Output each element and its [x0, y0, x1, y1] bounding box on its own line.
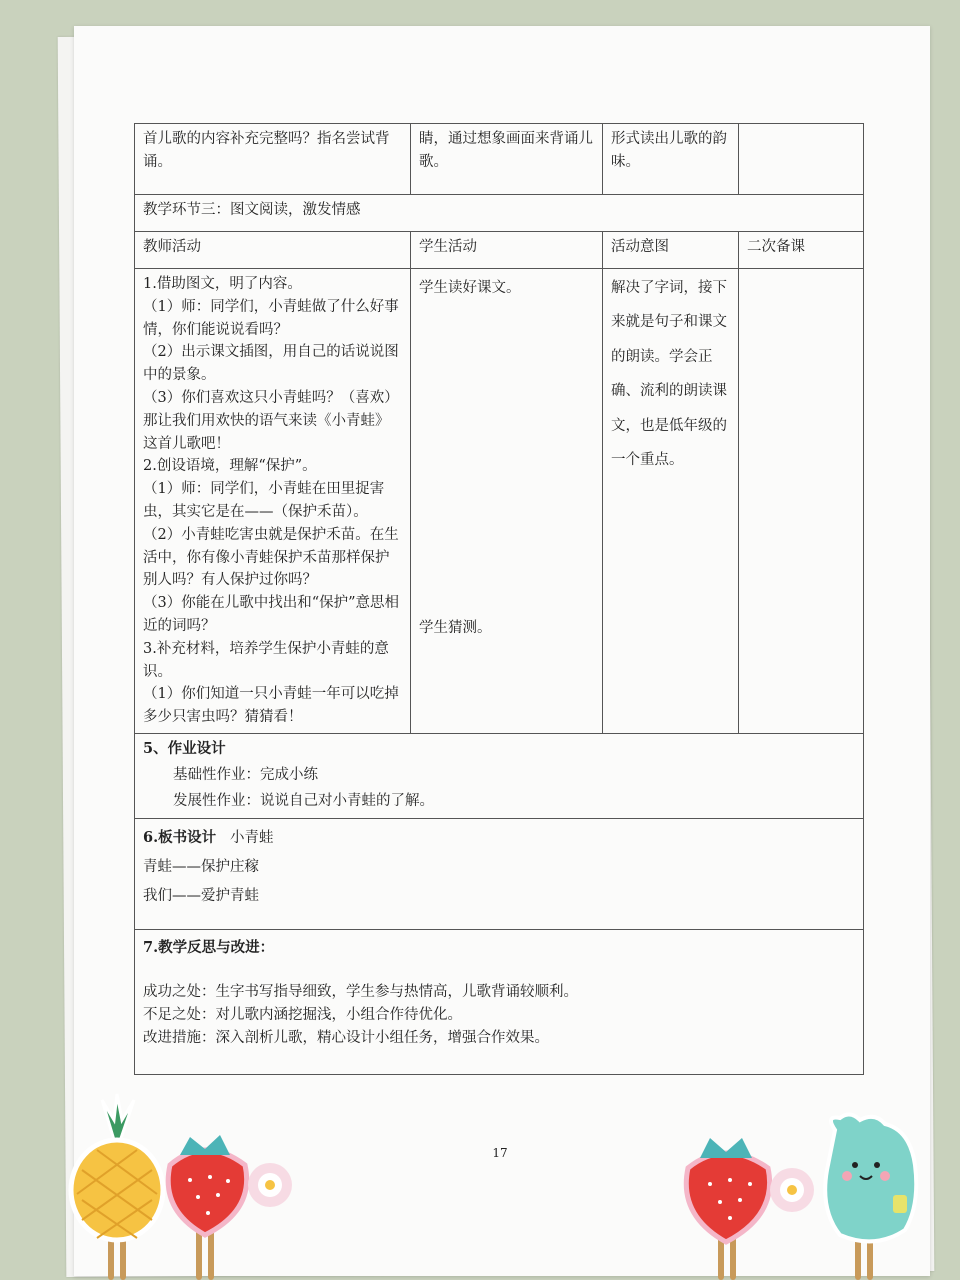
- reflection-shortfall: 不足之处：对儿歌内涵挖掘浅，小组合作待优化。: [143, 1006, 462, 1023]
- activity-intent-cell: [603, 124, 739, 195]
- cell-text: 首儿歌的内容补充完整吗？指名尝试背诵。: [143, 131, 390, 170]
- board-design-title: 6.板书设计: [143, 828, 217, 846]
- strawberry-clip-icon: [680, 1120, 820, 1280]
- table-row: [135, 124, 864, 195]
- lesson-plan-table: [134, 123, 864, 1075]
- board-line-1: 青蛙——保护庄稼: [143, 858, 259, 875]
- table-row: [135, 269, 864, 734]
- pineapple-clip-icon: [62, 1090, 172, 1280]
- board-design-subtitle: 小青蛙: [229, 829, 274, 846]
- reflection-row: [135, 929, 864, 1074]
- student-activity-guess: 学生猜测。: [419, 620, 492, 636]
- activity-intent-cell: 解决了字词，接下来就是句子和课文的朗读。学会正确、流利的朗读课文，也是低年级的一个重点。: [603, 269, 739, 734]
- second-prep-cell: [739, 269, 864, 734]
- header-second-prep: 二次备课: [739, 232, 864, 269]
- homework-title: 5、作业设计: [143, 739, 226, 757]
- homework-basic: 基础性作业：完成小练: [173, 766, 318, 783]
- reflection-success: 成功之处：生字书写指导细致，学生参与热情高，儿歌背诵较顺利。: [143, 983, 578, 1000]
- dinosaur-clip-icon: [815, 1110, 925, 1280]
- reflection-cell: [135, 929, 864, 1074]
- strawberry-clip-icon: [160, 1115, 300, 1280]
- homework-row: [135, 733, 864, 818]
- second-prep-cell: [739, 124, 864, 195]
- reflection-title: 7.教学反思与改进：: [143, 938, 275, 956]
- header-teacher-activity: 教师活动: [135, 232, 411, 269]
- board-line-2: 我们——爱护青蛙: [143, 887, 259, 904]
- header-activity-intent: 活动意图: [603, 232, 739, 269]
- student-activity-cell: [411, 269, 603, 734]
- board-design-cell: [135, 818, 864, 929]
- homework-cell: [135, 733, 864, 818]
- header-row: [135, 232, 864, 269]
- section-row: [135, 195, 864, 232]
- homework-extended: 发展性作业：说说自己对小青蛙的了解。: [173, 792, 434, 809]
- reflection-improve: 改进措施：深入剖析儿歌，精心设计小组任务，增强合作效果。: [143, 1029, 549, 1046]
- header-student-activity: 学生活动: [411, 232, 603, 269]
- student-activity-cell: [411, 124, 603, 195]
- board-design-row: [135, 818, 864, 929]
- cell-text: 睛，通过想象画面来背诵儿歌。: [419, 131, 593, 170]
- teacher-activity-cell: 1.借助图文，明了内容。 （1）师：同学们，小青蛙做了什么好事情，你们能说说看吗？ （2）出示课文插图，用自己的话说说图中的景象。 （3）你们喜欢这只小青蛙吗？（喜欢）那让我们用欢快的语气来读《小青蛙》这首儿歌吧！ 2.创设语境，理解“保护”。 （1）师：同学们，小青蛙在田里捉害虫，其实它是在——（保护禾苗）。 （2）小青蛙吃害虫就是保护禾苗。在生活中，你有像小青蛙保护禾苗那样保护别人吗？有人保护过你吗？ （3）你能在儿歌中找出和“保护”意思相近的词吗？ 3.补充材料，培养学生保护小青蛙的意识。 （1）你们知道一只小青蛙一年可以吃掉多少只害虫吗？猜猜看！: [135, 269, 411, 734]
- student-activity-read: 学生读好课文。: [419, 280, 521, 296]
- teacher-activity-cell: [135, 124, 411, 195]
- section3-title: 教学环节三：图文阅读，激发情感: [135, 195, 864, 232]
- page-number: 17: [492, 1146, 508, 1160]
- cell-text: 形式读出儿歌的韵味。: [611, 131, 727, 170]
